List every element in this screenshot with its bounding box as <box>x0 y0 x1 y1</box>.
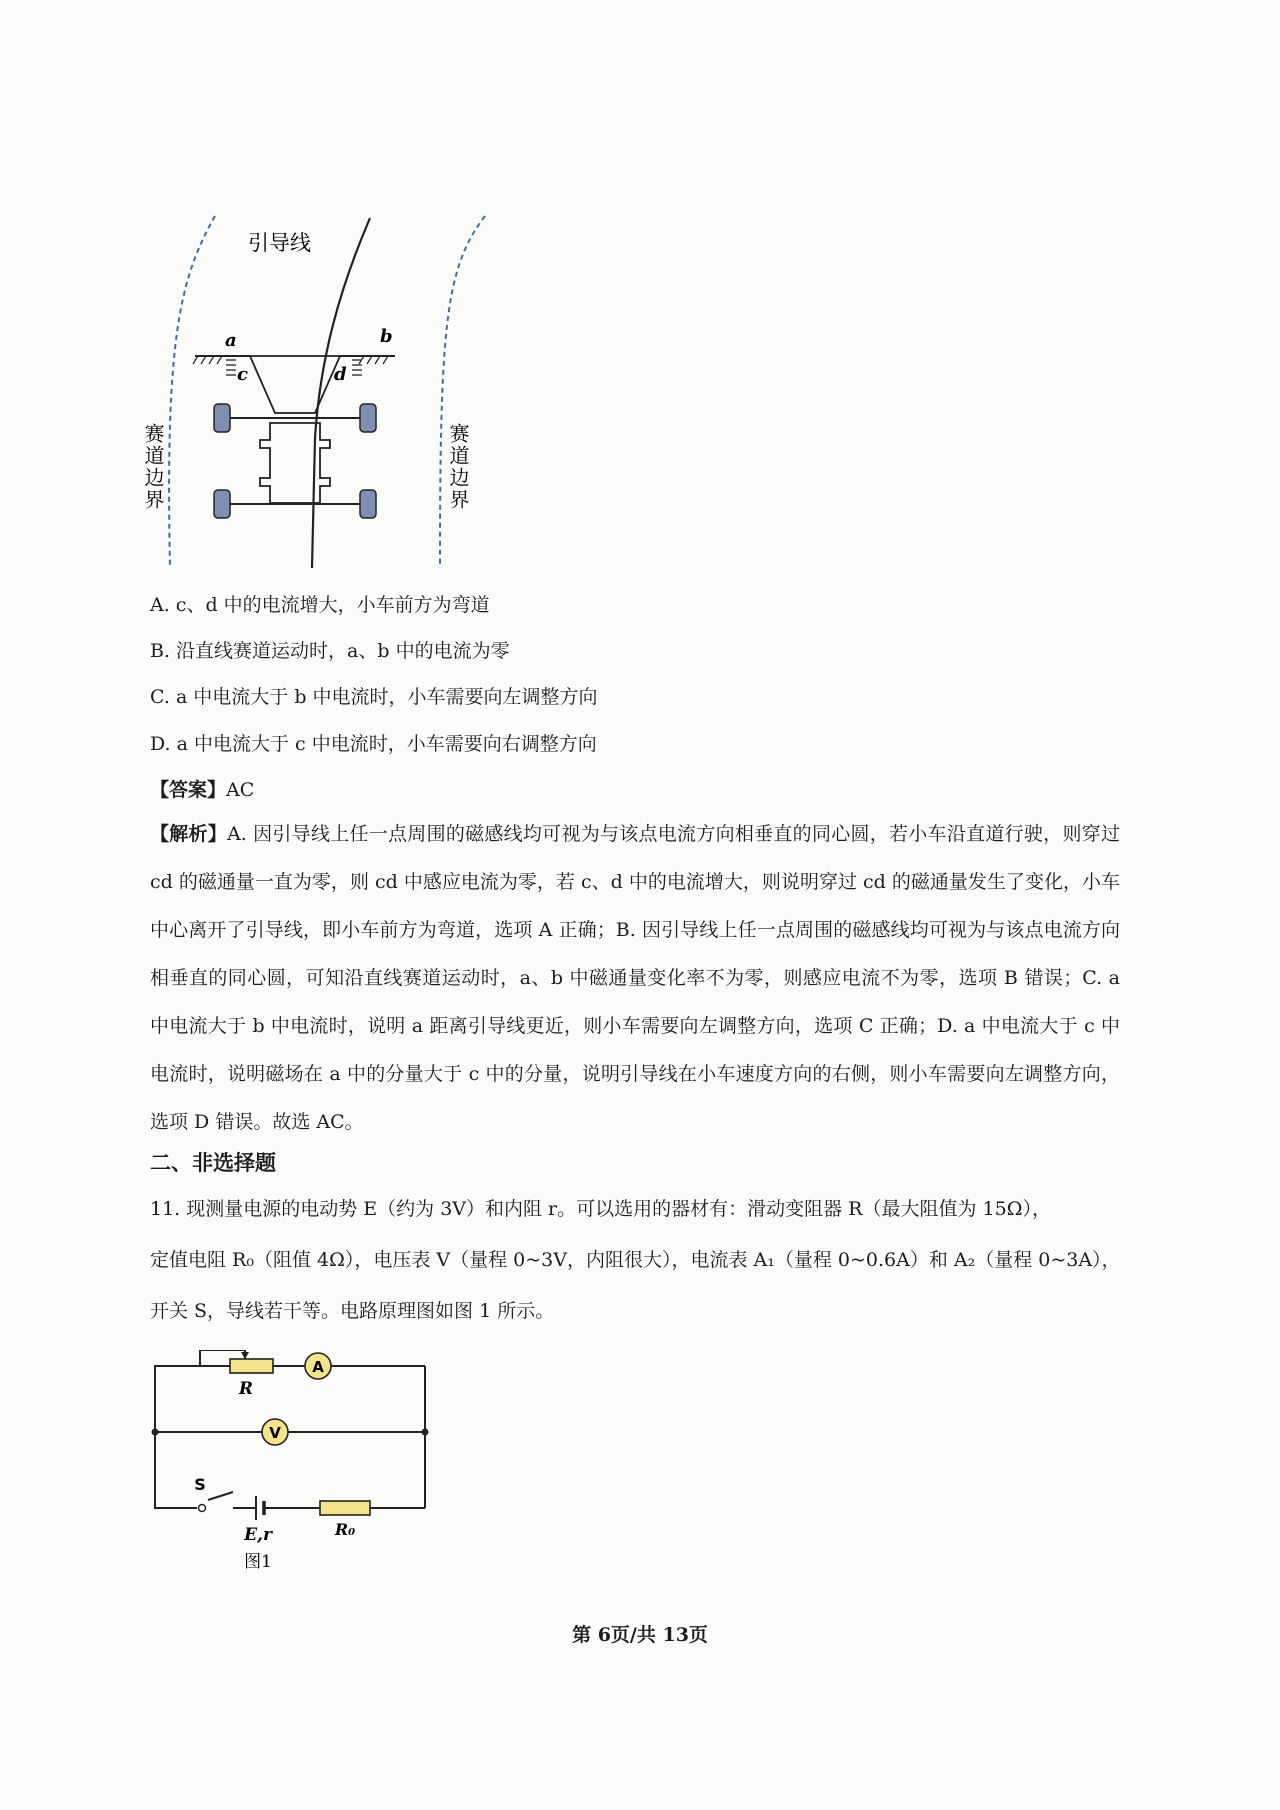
front-right-wheel <box>360 404 376 432</box>
front-left-wheel <box>214 404 230 432</box>
rheostat <box>230 1359 273 1373</box>
switch-label: S <box>194 1475 206 1494</box>
analysis-label: 【解析】 <box>150 823 228 845</box>
left-boundary-label: 赛道边界 <box>141 423 165 511</box>
car-guide-line-figure <box>140 208 520 568</box>
rheostat-label: R <box>238 1379 254 1399</box>
option-a: A. c、d 中的电流增大，小车前方为弯道 <box>150 594 490 616</box>
analysis-text: A. 因引导线上任一点周围的磁感线均可视为与该点电流方向相垂直的同心圆，若小车沿直道行驶，则穿过 cd 的磁通量一直为零，则 cd 中感应电流为零，若 c、d 中的电流增大，则说明穿过 cd 的磁通量发生了变化，小车中心离开了引导线，即小车前方为弯道，选项 A 正确；B. 因引导线上任一点周围的磁感线均可视为与该点电流方向相垂直的同心圆，可知沿直线赛道运动时，a、b 中磁通量变化率不为零，则感应电流不为零，选项 B 错误；C. a 中电流大于 b 中电流时，说明 a 距离引导线更近，则小车需要向左调整方向，选项 C 正确；D. a 中电流大于 c 中电流时，说明磁场在 a 中的分量大于 c 中的分量，说明引导线在小车速度方向的右侧，则小车需要向左调整方向，选项 D 错误。故选 AC。 <box>150 823 1120 1133</box>
page-footer: 第 6页/共 13页 <box>572 1624 708 1646</box>
figure-caption: 图1 <box>244 1552 272 1572</box>
fixed-resistor <box>320 1501 370 1515</box>
circuit-diagram <box>145 1350 445 1580</box>
label-a: a <box>225 330 237 351</box>
resistor-label: R₀ <box>334 1520 356 1539</box>
rear-left-wheel <box>214 490 230 518</box>
voltmeter-label: V <box>269 1424 281 1442</box>
option-b: B. 沿直线赛道运动时，a、b 中的电流为零 <box>150 640 510 662</box>
battery-label: E,r <box>244 1525 272 1545</box>
answer-line <box>150 777 254 803</box>
label-b: b <box>380 326 393 347</box>
guide-line-label: 引导线 <box>248 231 311 255</box>
label-d: d <box>334 364 347 385</box>
question11-line3: 开关 S，导线若干等。电路原理图如图 1 所示。 <box>150 1300 555 1322</box>
section-heading: 二、非选择题 <box>150 1150 276 1175</box>
answer-value: AC <box>226 779 255 801</box>
right-boundary-label: 赛道边界 <box>446 423 470 511</box>
answer-label: 【答案】 <box>150 779 227 801</box>
option-c: C. a 中电流大于 b 中电流时，小车需要向左调整方向 <box>150 686 598 708</box>
label-c: c <box>237 364 248 385</box>
question11-line1: 11. 现测量电源的电动势 E（约为 3V）和内阻 r。可以选用的器材有：滑动变阻器 R（最大阻值为 15Ω）， <box>150 1198 1051 1220</box>
question11-line2: 定值电阻 R₀（阻值 4Ω），电压表 V（量程 0~3V，内阻很大），电流表 A₁（量程 0~0.6A）和 A₂（量程 0~3A）， <box>150 1249 1121 1271</box>
ammeter-label: A <box>312 1358 324 1376</box>
rear-right-wheel <box>360 490 376 518</box>
option-d: D. a 中电流大于 c 中电流时，小车需要向右调整方向 <box>150 733 597 755</box>
analysis-paragraph <box>150 810 1120 1146</box>
left-track-boundary <box>169 216 215 568</box>
right-track-boundary <box>440 216 485 568</box>
